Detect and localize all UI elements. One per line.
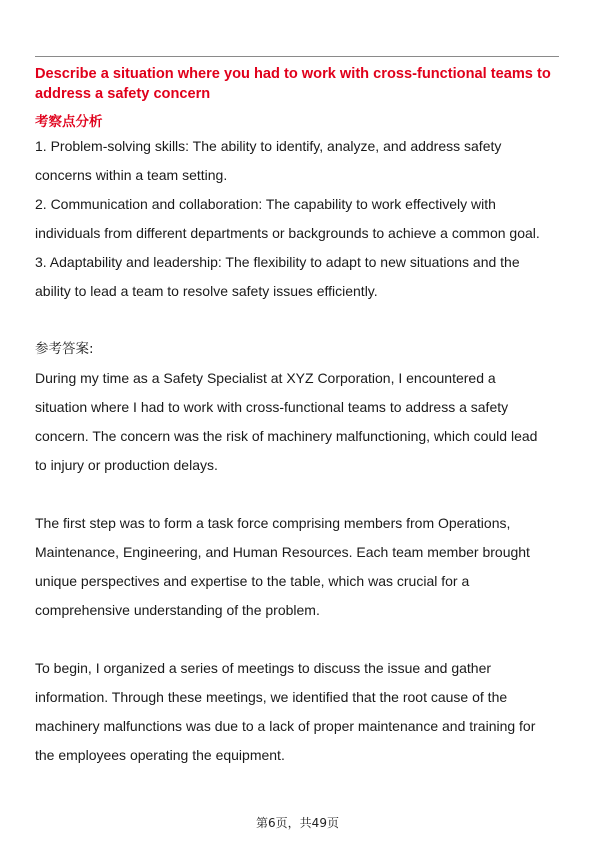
answer-line: unique perspectives and expertise to the table, which was crucial for a (35, 573, 470, 589)
page-content (35, 64, 560, 770)
analysis-line: ability to lead a team to resolve safety issues efficiently. (35, 283, 378, 299)
answer-line: to injury or production delays. (35, 457, 218, 473)
question-line-1: Describe a situation where you had to work with cross-functional teams to (35, 66, 551, 82)
answer-line: The first step was to form a task force comprising members from Operations, (35, 515, 511, 531)
analysis-line: concerns within a team setting. (35, 167, 228, 183)
answer-paragraph-1 (35, 364, 560, 480)
answer-paragraph-3 (35, 654, 560, 770)
answer-label: 参考答案: (35, 341, 94, 357)
answer-line: situation where I had to work with cross-functional teams to address a safety (35, 399, 509, 415)
answer-line: the employees operating the equipment. (35, 747, 285, 763)
page-number-footer: 第6页，共49页 (256, 816, 339, 830)
analysis-body (35, 132, 560, 306)
analysis-line: 1. Problem-solving skills: The ability to identify, analyze, and address safety (35, 138, 502, 154)
spacer (35, 306, 560, 335)
header-rule (35, 56, 559, 57)
analysis-line: individuals from different departments or backgrounds to achieve a common goal. (35, 225, 540, 241)
answer-line: machinery malfunctions was due to a lack of proper maintenance and training for (35, 718, 536, 734)
analysis-line: 2. Communication and collaboration: The capability to work effectively with (35, 196, 496, 212)
analysis-line: 3. Adaptability and leadership: The flexibility to adapt to new situations and the (35, 254, 520, 270)
answer-line: information. Through these meetings, we identified that the root cause of the (35, 689, 508, 705)
question-heading (35, 64, 560, 104)
question-line-2: address a safety concern (35, 86, 211, 102)
answer-line: During my time as a Safety Specialist at XYZ Corporation, I encountered a (35, 370, 496, 386)
analysis-label: 考察点分析 (35, 114, 103, 130)
answer-line: concern. The concern was the risk of machinery malfunctioning, which could lead (35, 428, 538, 444)
answer-line: Maintenance, Engineering, and Human Resources. Each team member brought (35, 544, 530, 560)
answer-line: comprehensive understanding of the problem. (35, 602, 320, 618)
answer-paragraph-2 (35, 509, 560, 625)
answer-line: To begin, I organized a series of meetings to discuss the issue and gather (35, 660, 492, 676)
spacer (35, 625, 560, 654)
spacer (35, 480, 560, 509)
